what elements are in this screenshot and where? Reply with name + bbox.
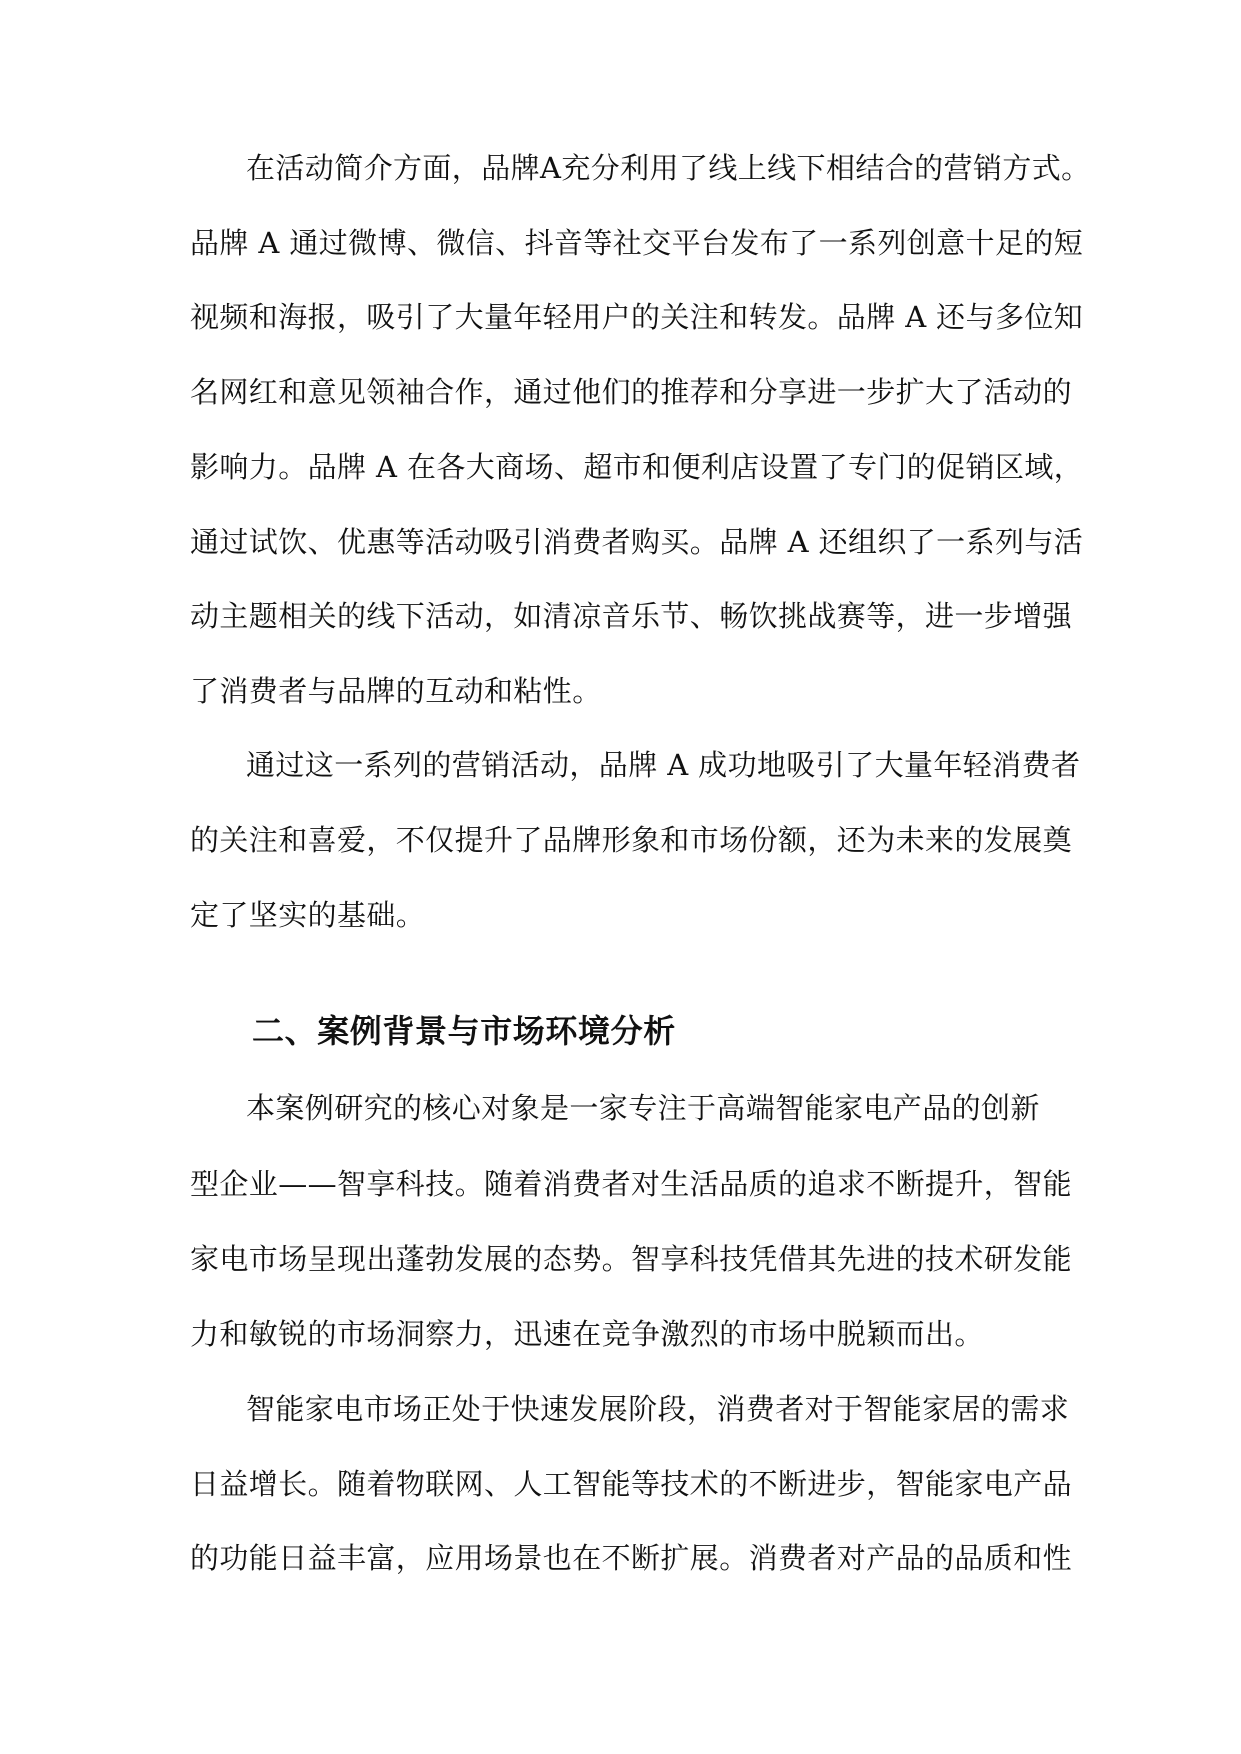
section-paragraph-2-line-3: 的功能日益丰富，应用场景也在不断扩展。消费者对产品的品质和性 <box>190 1541 1073 1575</box>
paragraph-1-line-3: 视频和海报，吸引了大量年轻用户的关注和转发。品牌 A 还与多位知 <box>190 300 1084 334</box>
section-paragraph-1-line-3: 家电市场呈现出蓬勃发展的态势。智享科技凭借其先进的技术研发能 <box>190 1242 1073 1276</box>
paragraph-2-line-1: 通过这一系列的营销活动，品牌 A 成功地吸引了大量年轻消费者 <box>246 748 1081 782</box>
paragraph-1-line-2: 品牌 A 通过微博、微信、抖音等社交平台发布了一系列创意十足的短 <box>190 226 1084 260</box>
paragraph-1-line-8: 了消费者与品牌的互动和粘性。 <box>190 674 602 708</box>
section-paragraph-1-line-4: 力和敏锐的市场洞察力，迅速在竞争激烈的市场中脱颖而出。 <box>190 1317 984 1351</box>
section-paragraph-1-line-2: 型企业——智享科技。随着消费者对生活品质的追求不断提升，智能 <box>190 1167 1073 1201</box>
paragraph-2-line-2: 的关注和喜爱，不仅提升了品牌形象和市场份额，还为未来的发展奠 <box>190 823 1073 857</box>
section-paragraph-2-line-2: 日益增长。随着物联网、人工智能等技术的不断进步，智能家电产品 <box>190 1467 1073 1501</box>
paragraph-1-line-4: 名网红和意见领袖合作，通过他们的推荐和分享进一步扩大了活动的 <box>190 375 1073 409</box>
paragraph-1-line-1: 在活动简介方面，品牌A充分利用了线上线下相结合的营销方式。 <box>246 151 1091 185</box>
section-paragraph-1-line-1: 本案例研究的核心对象是一家专注于高端智能家电产品的创新 <box>246 1091 1040 1125</box>
section-heading: 二、案例背景与市场环境分析 <box>252 1012 676 1050</box>
section-paragraph-2-line-1: 智能家电市场正处于快速发展阶段，消费者对于智能家居的需求 <box>246 1392 1070 1426</box>
paragraph-1-line-5: 影响力。品牌 A 在各大商场、超市和便利店设置了专门的促销区域， <box>190 450 1084 484</box>
paragraph-1-line-6: 通过试饮、优惠等活动吸引消费者购买。品牌 A 还组织了一系列与活 <box>190 525 1084 559</box>
paragraph-1-line-7: 动主题相关的线下活动，如清凉音乐节、畅饮挑战赛等，进一步增强 <box>190 599 1073 633</box>
paragraph-2-line-3: 定了坚实的基础。 <box>190 898 426 932</box>
